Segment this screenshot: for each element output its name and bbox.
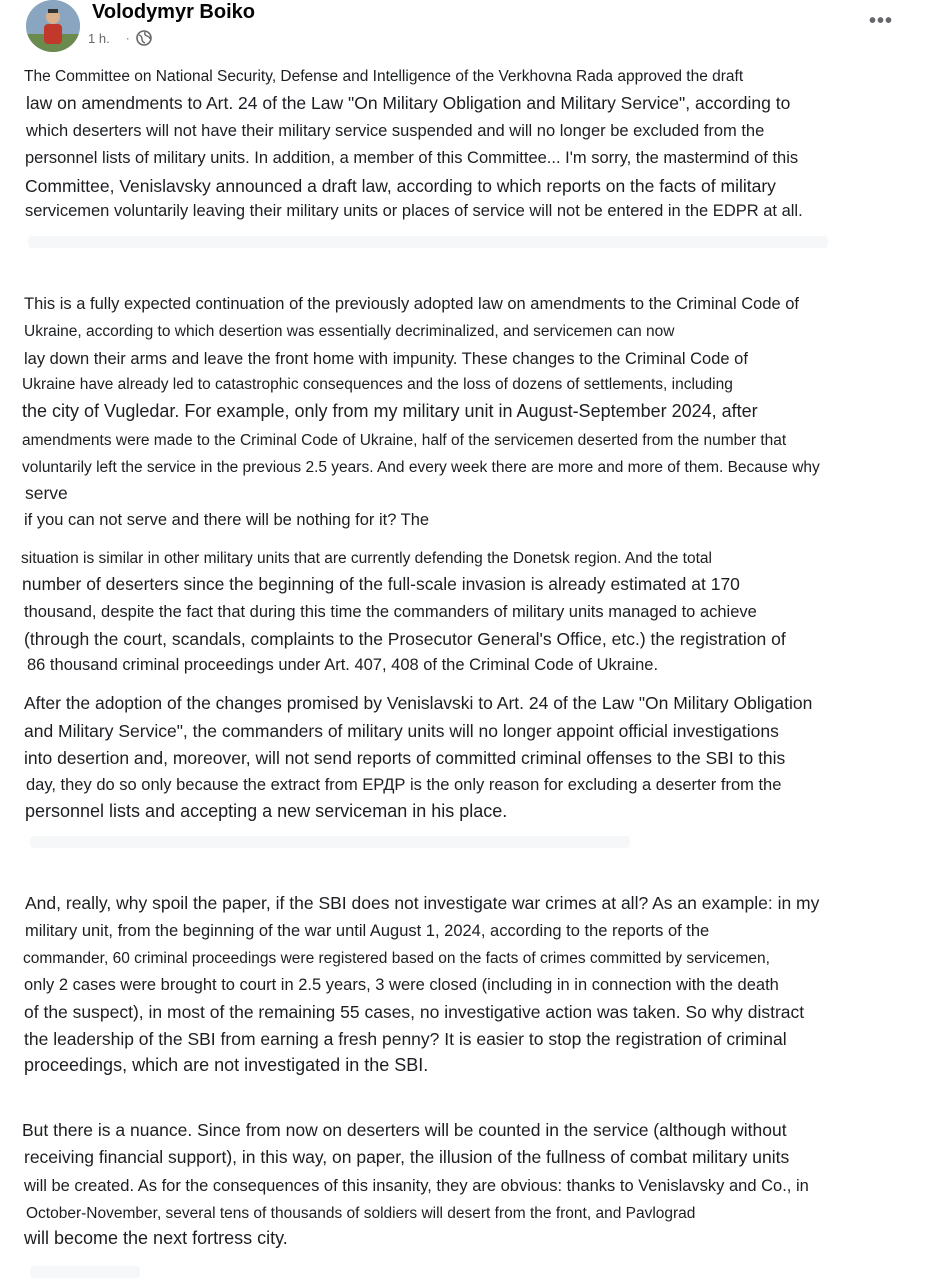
post-line: And, really, why spoil the paper, if the SBI does not investigate war crimes at all? As an example: in my bbox=[25, 893, 820, 913]
post-line: military unit, from the beginning of the war until August 1, 2024, according to the reports of the bbox=[25, 922, 710, 940]
post-line: October-November, several tens of thousands of soldiers will desert from the front, and Pavlograd bbox=[26, 1205, 696, 1222]
avatar[interactable] bbox=[26, 0, 80, 52]
post-line: only 2 cases were brought to court in 2.5 years, 3 were closed (including in in connection with the death bbox=[24, 976, 779, 994]
globe-icon[interactable] bbox=[136, 30, 152, 46]
post-line: commander, 60 criminal proceedings were registered based on the facts of crimes committed by servicemen, bbox=[23, 950, 770, 967]
post-line: (through the court, scandals, complaints to the Prosecutor General's Office, etc.) the registration of bbox=[24, 629, 786, 649]
post-line: amendments were made to the Criminal Code of Ukraine, half of the servicemen deserted from the number that bbox=[22, 432, 787, 449]
post-line: the city of Vugledar. For example, only from my military unit in August-September 2024, after bbox=[22, 401, 758, 421]
post-line: Committee, Venislavsky announced a draft law, according to which reports on the facts of military bbox=[25, 176, 776, 196]
post-line: The Committee on National Security, Defense and Intelligence of the Verkhovna Rada approved the draft bbox=[24, 68, 744, 85]
post-line: 86 thousand criminal proceedings under Art. 407, 408 of the Criminal Code of Ukraine. bbox=[27, 656, 659, 674]
post-line: will be created. As for the consequences of this insanity, they are obvious: thanks to Venislavsky and Co., in bbox=[24, 1177, 809, 1195]
post-header bbox=[0, 0, 929, 60]
faded-text bbox=[30, 836, 630, 848]
post-line: law on amendments to Art. 24 of the Law "On Military Obligation and Military Service", according to bbox=[26, 93, 791, 113]
post-meta bbox=[88, 30, 152, 46]
post-line: But there is a nuance. Since from now on deserters will be counted in the service (although without bbox=[22, 1120, 787, 1140]
post-line: day, they do so only because the extract from ЕРДР is the only reason for excluding a deserter from the bbox=[26, 776, 782, 794]
post-line: and Military Service", the commanders of military units will no longer appoint official investigations bbox=[24, 721, 779, 741]
post-line: personnel lists and accepting a new serviceman in his place. bbox=[25, 801, 508, 821]
post-time[interactable]: 1 h. bbox=[88, 30, 110, 46]
faded-text bbox=[30, 1266, 140, 1278]
post-line: number of deserters since the beginning of the full-scale invasion is already estimated at 170 bbox=[22, 574, 740, 594]
post-line: After the adoption of the changes promised by Venislavski to Art. 24 of the Law "On Military Obligation bbox=[24, 693, 813, 713]
post-line: will become the next fortress city. bbox=[24, 1228, 288, 1248]
post-line: servicemen voluntarily leaving their military units or places of service will not be entered in the EDPR at all. bbox=[25, 202, 803, 220]
post-line: voluntarily left the service in the previous 2.5 years. And every week there are more and more of them. Because why bbox=[22, 459, 820, 476]
post-line: situation is similar in other military units that are currently defending the Donetsk region. And the total bbox=[21, 550, 712, 567]
avatar-photo bbox=[26, 0, 80, 52]
post-line: lay down their arms and leave the front home with impunity. These changes to the Criminal Code of bbox=[24, 350, 748, 368]
meta-separator: · bbox=[125, 31, 130, 45]
post-line: into desertion and, moreover, will not send reports of committed criminal offenses to the SBI to this bbox=[24, 748, 786, 768]
post-line: which deserters will not have their military service suspended and will no longer be excluded from the bbox=[26, 122, 765, 140]
post-line: if you can not serve and there will be nothing for it? The bbox=[24, 511, 430, 529]
post-line: Ukraine, according to which desertion was essentially decriminalized, and servicemen can now bbox=[24, 323, 675, 340]
post-line: serve bbox=[25, 483, 68, 503]
faded-text bbox=[28, 236, 828, 248]
post-line: of the suspect), in most of the remaining 55 cases, no investigative action was taken. So why distract bbox=[24, 1002, 805, 1022]
post-line: This is a fully expected continuation of the previously adopted law on amendments to the Criminal Code of bbox=[24, 295, 800, 313]
post-line: proceedings, which are not investigated in the SBI. bbox=[24, 1055, 429, 1075]
post-line: personnel lists of military units. In addition, a member of this Committee... I'm sorry, the mastermind of this bbox=[25, 149, 799, 167]
post-line: the leadership of the SBI from earning a fresh penny? It is easier to stop the registration of criminal bbox=[24, 1029, 787, 1049]
post-line: Ukraine have already led to catastrophic consequences and the loss of dozens of settlements, including bbox=[22, 376, 733, 393]
post-line: thousand, despite the fact that during this time the commanders of military units managed to achieve bbox=[24, 603, 757, 621]
more-options-icon[interactable]: ••• bbox=[868, 10, 893, 32]
author-name[interactable]: Volodymyr Boiko bbox=[92, 1, 255, 23]
post-line: receiving financial support), in this way, on paper, the illusion of the fullness of combat military units bbox=[24, 1147, 790, 1167]
